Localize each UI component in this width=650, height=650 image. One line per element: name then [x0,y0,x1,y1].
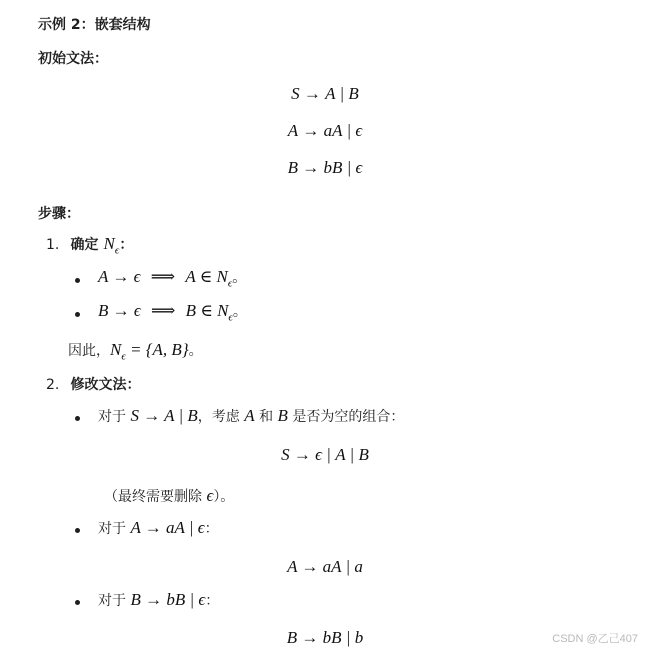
step-1-title: 确定 [70,237,99,253]
bullet [75,416,80,421]
step-2-bullet-2: 对于 A → aA | ϵ： [98,518,219,537]
bullet [75,528,80,533]
rule-1-lhs: S [291,84,300,103]
step-2-bullet-3: 对于 B → bB | ϵ： [98,590,220,609]
steps-label: 步骤： [38,206,80,222]
step-2-note: （最终需要删除 ϵ）。 [104,486,235,505]
step-2-bullet-1: 对于 S → A | B，考虑 A 和 B 是否为空的组合： [98,406,405,425]
step-2-heading [46,374,140,394]
bullet [75,312,80,317]
step-1-conclusion: 因此，$N_\epsilon = \{A$, B}。 [68,340,203,363]
bullet [75,600,80,605]
rule-2-lhs: A [287,121,299,140]
step-1-heading: 1. 确定 $N_\epsilon$： [46,234,134,257]
rule-3-lhs: B [287,158,298,177]
step-2-result-2: A → aA | a [287,557,363,576]
watermark: CSDN @乙己407 [552,633,638,645]
step-2-result-1: S → ϵ | A | B [281,445,369,464]
step-1-bullet-1: A → ϵ ⟹ A ∈ $N_\epsilon$。 [98,267,247,290]
grammar-rule-3: B → bB | ϵ [287,158,363,177]
rule-2-rhs: aA | ϵ [323,121,363,140]
step-2-number: 2. [46,377,60,393]
initial-grammar-label: 初始文法： [38,51,108,67]
rule-3-rhs: bB | ϵ [323,158,363,177]
example-title: 示例 2：嵌套结构 [38,17,151,33]
step-1-bullet-2: B → ϵ ⟹ B ∈ $N_\epsilon$。 [98,301,247,324]
bullet [75,278,80,283]
step-2-result-3: B → bB | b [286,628,364,647]
step-1-number: 1. [46,237,60,253]
step-1-nullable-set: $N_\epsilon$ [103,234,120,257]
grammar-rule-2: A → aA | ϵ [287,121,363,140]
grammar-rule-1: S → A | B [291,84,359,103]
rule-1-rhs: A | B [325,84,359,103]
step-2-title: 修改文法： [70,377,141,393]
